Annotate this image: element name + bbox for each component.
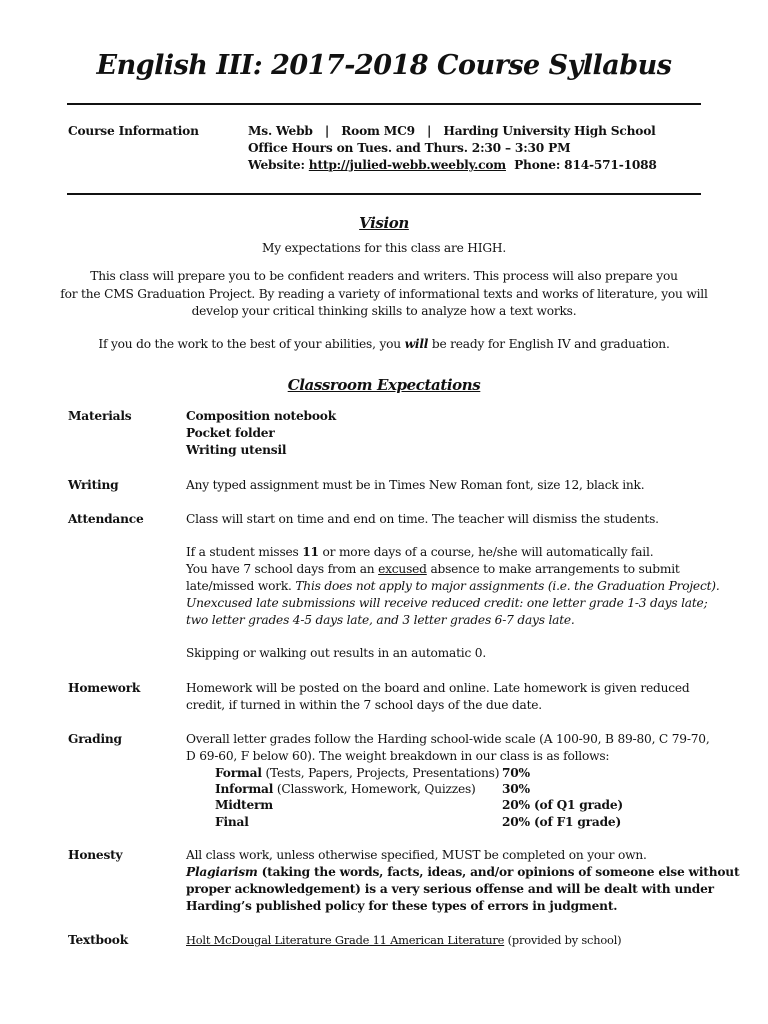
attendance-line6: two letter grades 4-5 days late, and 3 letter grades 6-7 days late. <box>186 613 575 627</box>
grading-weight: 20% (of F1 grade) <box>502 815 622 829</box>
vision-heading: Vision <box>359 214 409 232</box>
vision-p2-line1: This class will prepare you to be confident readers and writers. This process will also prepare you <box>90 269 678 283</box>
grading-weight: 30% <box>502 782 530 796</box>
vision-p3-a: If you do the work to the best of your abilities, you <box>98 337 405 351</box>
materials-label: Materials <box>68 409 132 423</box>
expectations-heading: Classroom Expectations <box>287 376 481 394</box>
attendance-l2-days: 11 <box>302 545 319 559</box>
grading-line1: Overall letter grades follow the Harding school-wide scale (A 100-90, B 89-80, C 79-70, <box>186 732 710 746</box>
attendance-line2 <box>186 544 653 561</box>
textbook-label: Textbook <box>68 933 128 947</box>
materials-item: Composition notebook <box>186 409 336 423</box>
homework-line1: Homework will be posted on the board and online. Late homework is given reduced <box>186 681 690 695</box>
honesty-line1: All class work, unless otherwise specified, MUST be completed on your own. <box>186 848 647 862</box>
vision-p3-emphasis: will <box>404 337 429 351</box>
phone: Phone: 814-571-1088 <box>514 158 657 172</box>
plagiarism-term: Plagiarism <box>186 865 258 879</box>
homework-line2: credit, if turned in within the 7 school days of the due date. <box>186 698 542 712</box>
page-title: English III: 2017-2018 Course Syllabus <box>96 50 672 81</box>
school-name: Harding University High School <box>443 124 656 138</box>
attendance-l3-excused: excused <box>378 562 427 576</box>
grading-row-final: Final <box>215 815 249 829</box>
vision-p1: My expectations for this class are HIGH. <box>262 241 506 255</box>
attendance-l2-c: or more days of a course, he/she will automatically fail. <box>318 545 654 559</box>
attendance-line7: Skipping or walking out results in an automatic 0. <box>186 646 487 660</box>
grading-row-midterm: Midterm <box>215 798 273 812</box>
textbook-line <box>186 932 621 949</box>
honesty-label: Honesty <box>68 848 123 862</box>
attendance-label: Attendance <box>68 512 144 526</box>
grading-detail: (Tests, Papers, Projects, Presentations) <box>261 766 500 780</box>
grading-weight: 20% (of Q1 grade) <box>502 798 623 812</box>
top-divider <box>67 103 701 105</box>
textbook-title: Holt McDougal Literature Grade 11 American Literature <box>186 933 505 947</box>
attendance-line3 <box>186 561 680 578</box>
website-label: Website: <box>248 158 309 172</box>
attendance-line4 <box>186 578 720 595</box>
grading-weight: 70% <box>502 766 530 780</box>
grading-label: Grading <box>68 732 122 746</box>
website-link[interactable]: http://julied-webb.weebly.com <box>308 158 506 172</box>
grading-detail: (Classwork, Homework, Quizzes) <box>273 782 476 796</box>
separator: | <box>324 124 330 138</box>
grading-category: Informal <box>215 782 274 796</box>
writing-label: Writing <box>68 478 119 492</box>
honesty-line4: Harding’s published policy for these types of errors in judgment. <box>186 899 618 913</box>
materials-item: Pocket folder <box>186 426 275 440</box>
room: Room MC9 <box>341 124 415 138</box>
grading-line2: D 69-60, F below 60). The weight breakdown in our class is as follows: <box>186 749 610 763</box>
honesty-l2-b: (taking the words, facts, ideas, and/or opinions of someone else without <box>257 865 740 879</box>
office-hours: Office Hours on Tues. and Thurs. 2:30 – 3:30 PM <box>248 141 571 155</box>
vision-p3-c: be ready for English IV and graduation. <box>428 337 670 351</box>
attendance-l3-c: absence to make arrangements to submit <box>426 562 680 576</box>
grading-row-formal <box>215 765 499 782</box>
course-info-line1 <box>248 123 656 140</box>
attendance-l2-a: If a student misses <box>186 545 303 559</box>
separator: | <box>427 124 432 138</box>
course-info-label: Course Information <box>68 124 199 138</box>
honesty-line3: proper acknowledgement) is a very serious offense and will be dealt with under <box>186 882 714 896</box>
textbook-note: (provided by school) <box>504 933 622 947</box>
attendance-l3-a: You have 7 school days from an <box>186 562 379 576</box>
attendance-line1: Class will start on time and end on time. The teacher will dismiss the students. <box>186 512 659 526</box>
vision-p2-line2: for the CMS Graduation Project. By reading a variety of informational texts and works of literature, you will <box>60 287 708 301</box>
attendance-line5: Unexcused late submissions will receive reduced credit: one letter grade 1-3 days late; <box>186 596 708 610</box>
teacher-name: Ms. Webb <box>248 124 313 138</box>
attendance-l4-a: late/missed work. <box>186 579 296 593</box>
vision-p3 <box>0 336 768 353</box>
info-divider <box>67 193 701 195</box>
honesty-line2 <box>186 864 739 881</box>
contact-line <box>248 157 657 174</box>
materials-item: Writing utensil <box>186 443 287 457</box>
writing-text: Any typed assignment must be in Times New Roman font, size 12, black ink. <box>186 478 645 492</box>
attendance-l4-note: This does not apply to major assignments (i.e. the Graduation Project). <box>295 579 720 593</box>
vision-p2-line3: develop your critical thinking skills to analyze how a text works. <box>191 304 577 318</box>
grading-row-informal <box>215 781 476 798</box>
homework-label: Homework <box>68 681 141 695</box>
grading-category: Formal <box>215 766 262 780</box>
